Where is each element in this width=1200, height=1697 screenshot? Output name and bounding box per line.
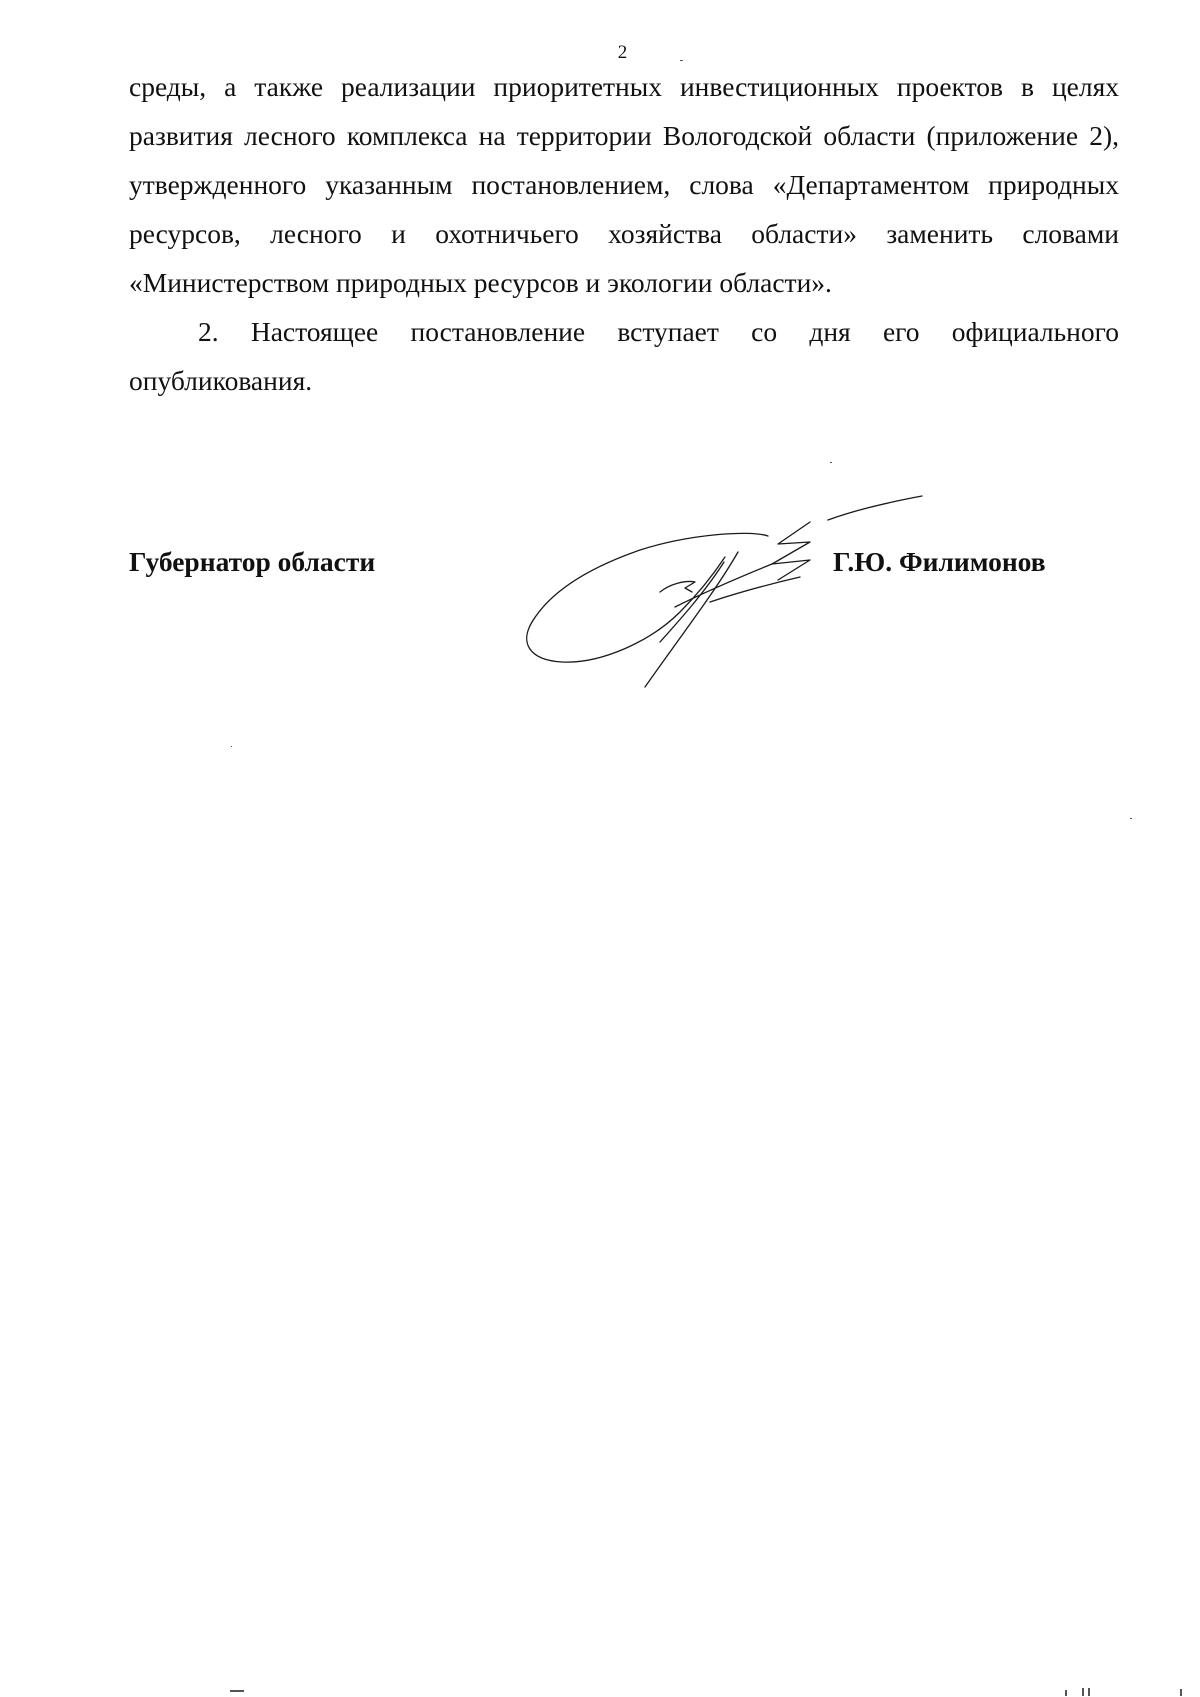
scan-speck	[1088, 1688, 1090, 1696]
scan-speck	[1180, 1689, 1182, 1696]
scan-speck	[1130, 818, 1132, 819]
signatory-title: Губернатор области	[129, 546, 376, 577]
handwritten-signature	[510, 492, 930, 702]
signatory-name: Г.Ю. Филимонов	[833, 546, 1046, 577]
scan-speck	[230, 1690, 244, 1692]
page-number: 2	[617, 42, 628, 63]
scan-speck	[1065, 1690, 1067, 1696]
paragraph-continuation: среды, а также реализации приоритетных инвестиционных проектов в целях развития лесного комплекса на территории Вологодской области (приложение 2), утвержденного указанным постановлением, слова «Департаментом природных ресурсов, лесного и охотничьего хозяйства области» заменить словами «Министерством природных ресурсов и экологии области».	[129, 71, 1119, 298]
scan-speck	[830, 462, 832, 463]
scan-speck	[1082, 1688, 1084, 1696]
scan-speck	[231, 746, 232, 747]
document-body	[129, 62, 1119, 405]
paragraph-item-2: 2. Настоящее постановление вступает со дня его официального опубликования.	[129, 316, 1119, 396]
